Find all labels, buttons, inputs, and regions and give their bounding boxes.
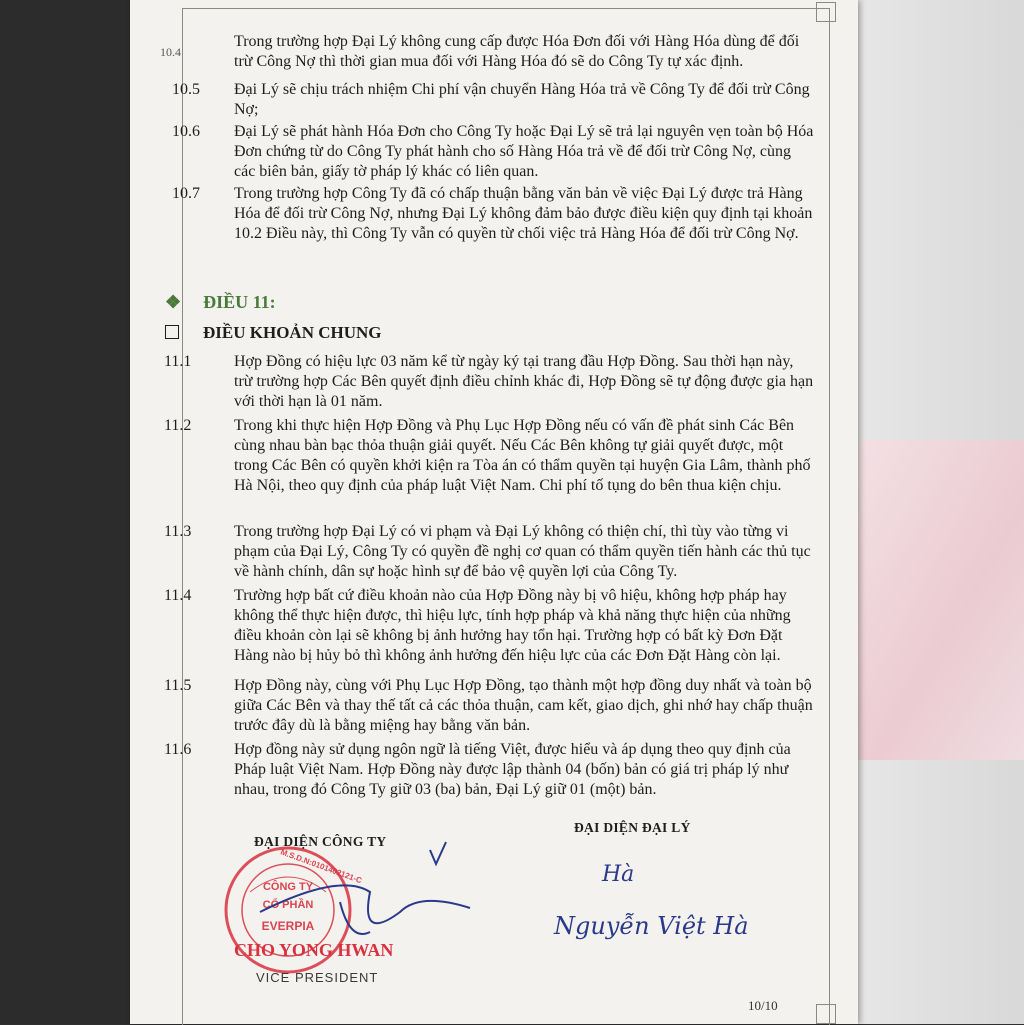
stamp-text: CÔNG TY — [262, 881, 314, 893]
clause-text: Trường hợp bất cứ điều khoản nào của Hợp Đồng này bị vô hiệu, không hợp pháp hay không thể thực hiện được, thì hiệu lực, tính hợp pháp và khả năng thực hiện của những điều khoản còn lại sẽ không bị ảnh hưởng hay tổn hại. Trường hợp có bất kỳ Đơn Đặt Hàng nào bị hủy bỏ thì không ảnh hưởng đến hiệu lực của các Đơn Đặt Hàng còn lại. — [234, 587, 791, 664]
clause-number: 11.2 — [164, 417, 192, 434]
background-left — [0, 0, 130, 1024]
clause-11-4 — [160, 586, 800, 668]
clause-number: 10.6 — [172, 123, 200, 140]
background-pink-paper — [840, 440, 1024, 760]
company-representative-label: ĐẠI DIỆN CÔNG TY — [254, 834, 387, 849]
company-signer-title: VICE PRESIDENT — [256, 970, 379, 985]
clause-text: Trong trường hợp Đại Lý không cung cấp được Hóa Đơn đối với Hàng Hóa dùng để đối trừ Công Nợ thì thời gian mua đối với Hàng Hóa đó sẽ do Công Ty tự xác định. — [234, 33, 800, 70]
clause-number: 11.3 — [164, 523, 192, 540]
clause-11-1 — [160, 352, 814, 414]
clause-text: Trong trường hợp Đại Lý có vi phạm và Đại Lý không có thiện chí, thì tùy vào từng vi phạm của Đại Lý, Công Ty có quyền đề nghị cơ quan có thẩm quyền tiến hành các thủ tục về hành chính, dân sự hoặc hình sự để bảo vệ quyền lợi của Công Ty. — [234, 523, 811, 580]
stamp-text: CỔ PHẦN — [262, 899, 314, 911]
clause-11-3 — [160, 522, 811, 584]
clause-number: 11.6 — [164, 741, 192, 758]
clause-10-7 — [160, 184, 813, 264]
clause-10-4 — [160, 32, 800, 74]
clause-text: Hợp Đồng này, cùng với Phụ Lục Hợp Đồng, tạo thành một hợp đồng duy nhất và toàn bộ giữa Các Bên và thay thế tất cả các thỏa thuận, cam kết, giao dịch, ghi nhớ hay chấp thuận trước đây dù là bằng miệng hay bằng văn bản. — [234, 677, 813, 734]
clause-11-6 — [160, 740, 800, 802]
clause-number: 11.5 — [164, 677, 192, 694]
agent-representative-label: ĐẠI DIỆN ĐẠI LÝ — [574, 820, 691, 835]
clause-number: 10.4 — [160, 45, 181, 59]
clause-number: 11.4 — [164, 587, 192, 604]
clause-number: 10.5 — [172, 81, 200, 98]
agent-handwritten-initial: Hà — [602, 862, 635, 887]
agent-handwritten-name: Nguyễn Việt Hà — [554, 912, 749, 940]
border-corner-ornament — [816, 1004, 836, 1024]
clause-10-5 — [160, 80, 810, 122]
page-number: 10/10 — [748, 998, 778, 1013]
article-heading — [165, 292, 276, 313]
checkbox-bullet-icon — [165, 325, 179, 339]
clause-number: 11.1 — [164, 353, 192, 370]
stamp-text: M.S.D.N:0101402121-C — [279, 847, 364, 886]
clause-text: Hợp đồng này sử dụng ngôn ngữ là tiếng Việt, được hiểu và áp dụng theo quy định của Pháp luật Việt Nam. Hợp Đồng này được lập thành 04 (bốn) bản có giá trị pháp lý như nhau, trong đó Công Ty giữ 03 (ba) bản, Đại Lý giữ 01 (một) bản. — [234, 741, 791, 798]
clause-text: Đại Lý sẽ chịu trách nhiệm Chi phí vận chuyển Hàng Hóa trả về Công Ty để đối trừ Công Nợ; — [234, 81, 810, 118]
article-subheading — [165, 323, 382, 343]
clause-text: Đại Lý sẽ phát hành Hóa Đơn cho Công Ty hoặc Đại Lý sẽ trả lại nguyên vẹn toàn bộ Hóa Đơn chứng từ do Công Ty phát hành cho số Hàng Hóa trả về để đối trừ Công Nợ, cùng các biên bản, giấy tờ pháp lý khác có liên quan. — [234, 123, 814, 180]
clause-text: Trong khi thực hiện Hợp Đồng và Phụ Lục Hợp Đồng nếu có vấn đề phát sinh Các Bên cùng nhau bàn bạc thỏa thuận giải quyết. Nếu Các Bên không tự giải quyết được, một trong Các Bên có quyền khởi kiện ra Tòa án có thẩm quyền tại huyện Gia Lâm, thành phố Hà Nội, theo quy định của pháp luật Việt Nam. Chi phí tố tụng do bên thua kiện chịu. — [234, 417, 811, 494]
company-signer-name: CHO YONG HWAN — [234, 940, 394, 960]
stamp-text: EVERPIA — [261, 919, 315, 933]
article-subtitle: ĐIỀU KHOẢN CHUNG — [203, 323, 382, 342]
clause-10-6 — [160, 122, 814, 184]
border-corner-ornament — [816, 2, 836, 22]
clause-text: Trong trường hợp Công Ty đã có chấp thuận bằng văn bản về việc Đại Lý được trả Hàng Hóa để đối trừ Công Nợ, nhưng Đại Lý không đảm bảo được điều kiện quy định tại khoản 10.2 Điều này, thì Công Ty vẫn có quyền từ chối việc trả Hàng Hóa để đối trừ Công Nợ. — [234, 185, 813, 242]
clause-number: 10.7 — [172, 185, 200, 202]
clause-11-5 — [160, 676, 813, 738]
article-title: ĐIỀU 11: — [203, 292, 276, 312]
diamond-bullet-icon: ❖ — [165, 292, 182, 312]
document-page — [130, 0, 858, 1024]
clause-text: Hợp Đồng có hiệu lực 03 năm kể từ ngày ký tại trang đầu Hợp Đồng. Sau thời hạn này, trừ trường hợp Các Bên quyết định điều chỉnh khác đi, Hợp Đồng sẽ tự động được gia hạn với thời hạn là 01 năm. — [234, 353, 814, 410]
company-stamp-signature — [220, 832, 520, 992]
clause-11-2 — [160, 416, 811, 516]
